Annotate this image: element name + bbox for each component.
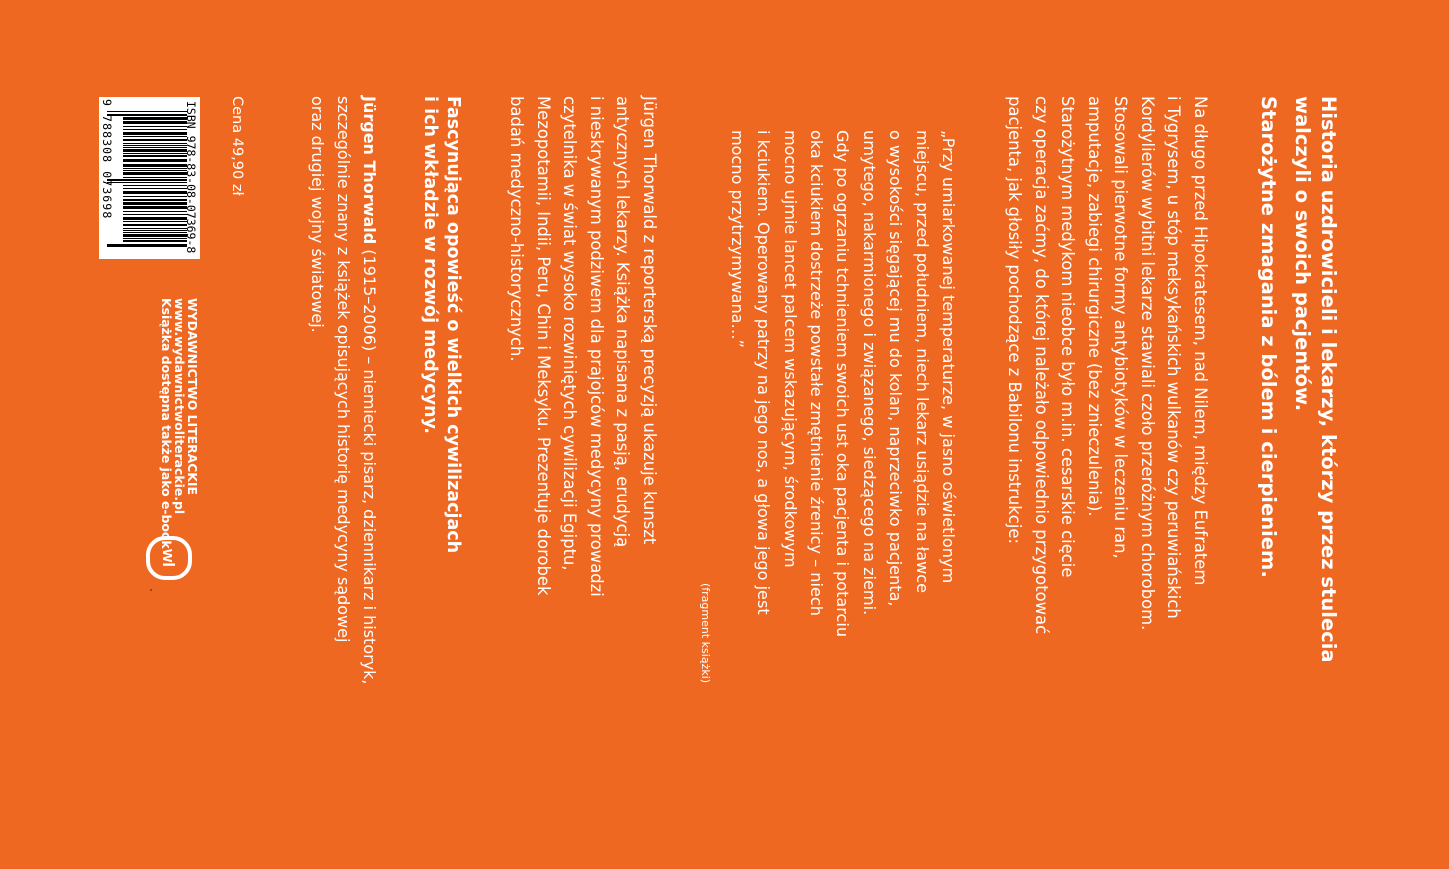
barcode-bar xyxy=(123,217,187,220)
barcode-bar xyxy=(123,206,187,209)
barcode-bar xyxy=(123,234,187,237)
quote-line: „Przy umiarkowanej temperaturze, w jasno oświetlonym xyxy=(939,130,958,584)
barcode-bar xyxy=(123,191,187,194)
intro-paragraph xyxy=(1001,96,1213,634)
quote-line: i kciukiem. Operowany patrzy na jego nos, a głowa jego jest xyxy=(754,130,774,615)
barcode-bar xyxy=(123,168,187,169)
description-line: Mezopotamii, Indii, Peru, Chin i Meksyku. Prezentuje dorobek xyxy=(534,96,553,596)
barcode-bar xyxy=(123,136,187,137)
headline-subtitle: Starożytne zmagania z bólem i cierpieniem. xyxy=(1257,96,1280,578)
barcode-bar xyxy=(123,172,187,175)
ebook-note: Książka dostępna także jako e-book xyxy=(159,298,174,549)
publisher-name: WYDAWNICTWO LITERACKIE xyxy=(185,298,200,495)
barcode-bar xyxy=(123,228,187,229)
price: Cena 49,90 zł xyxy=(229,96,245,196)
description-line: badań medyczno-historycznych. xyxy=(507,96,527,362)
isbn-digits: 9 788308 073698 xyxy=(100,99,114,220)
headline xyxy=(1255,96,1341,663)
barcode-bar xyxy=(123,196,187,197)
author-name: Jürgen Thorwald xyxy=(360,96,379,245)
quote-line: umytego, nakarmionego i związanego, siedzącego na ziemi. xyxy=(859,130,879,616)
description-line: czytelnika w świat wysoko rozwiniętych cywilizacji Egiptu, xyxy=(560,96,580,571)
barcode-bar xyxy=(123,240,187,242)
barcode-bar xyxy=(123,224,187,226)
barcode-bar xyxy=(107,179,187,181)
barcode-bar xyxy=(123,238,187,239)
promo-line: Fascynująca opowieść o wielkich cywilizacjach xyxy=(443,96,463,554)
intro-line: pacjenta, jak głosiły pochodzące z Babilonu instrukcje: xyxy=(1005,96,1025,544)
headline-line: walczyli o swoich pacjentów. xyxy=(1291,96,1314,412)
barcode-bar xyxy=(123,132,187,135)
barcode-bar xyxy=(123,232,187,233)
bio-line: szczególnie znany z książek opisujących historię medycyny sądowej xyxy=(334,96,353,643)
intro-line: czy operacja zaćmy, do której należało odpowiednio przygotować xyxy=(1032,96,1051,635)
barcode-bar xyxy=(123,129,187,130)
barcode-bar xyxy=(107,111,187,112)
intro-line: amputacje, zabiegi chirurgiczne (bez znieczulenia). xyxy=(1085,96,1104,517)
intro-line: i Tygrysem, u stóp meksykańskich wulkanów czy peruwiańskich xyxy=(1164,96,1184,619)
quote-line: miejscu, przed południem, niech lekarz usiądzie na ławce xyxy=(912,130,932,594)
decorative-dot xyxy=(150,589,152,591)
barcode-bar xyxy=(123,230,187,231)
barcode-bar xyxy=(123,214,187,215)
headline-line: Historia uzdrowicieli i lekarzy, którzy przez stulecia xyxy=(1317,96,1340,663)
barcode-bar xyxy=(123,145,187,146)
barcode-bar xyxy=(123,121,187,124)
description-line: i nieskrywanym podziwem dla prajojców medycyny prowadzi xyxy=(587,96,606,597)
quote-source: (fragment książki) xyxy=(699,583,712,684)
intro-line: Kordylierów wybitni lekarze stawiali czoło przeróżnym chorobom. xyxy=(1138,96,1157,631)
barcode-bar xyxy=(107,244,187,247)
barcode-bar xyxy=(123,143,187,144)
barcode-bar xyxy=(123,117,187,120)
wl-logo-icon xyxy=(145,535,193,581)
intro-line: Starożytnym medykom nieobce było m.in. cesarskie cięcie xyxy=(1058,96,1078,578)
description-line: Jürgen Thorwald z reporterską precyzją ukazuje kunszt xyxy=(640,96,659,545)
promo-line: i ich wkładzie w rozwój medycyny. xyxy=(420,96,440,434)
author-bio xyxy=(304,96,382,685)
publisher-url: www.wydawnictwoliterackie.pl xyxy=(172,298,187,515)
bio-line xyxy=(356,96,382,685)
barcode xyxy=(99,97,200,259)
svg-text:wl: wl xyxy=(159,549,178,567)
bio-text: (1915–2006) – niemiecki pisarz, dziennikarz i historyk, xyxy=(360,244,379,685)
isbn-label: ISBN 978-83-08-07369-8 xyxy=(184,101,198,254)
barcode-bar xyxy=(123,202,187,205)
barcode-bar xyxy=(123,177,187,178)
promo-text xyxy=(418,96,464,553)
barcode-bar xyxy=(123,149,187,152)
barcode-bar xyxy=(123,188,187,189)
barcode-bar xyxy=(123,199,187,201)
quote-line: Gdy po ogrzaniu tchnieniem swoich ust oka pacjenta i potarciu xyxy=(833,130,853,638)
quote-line: o wysokości sięgającej mu do kolan, naprzeciwko pacjenta, xyxy=(886,130,906,607)
barcode-bar xyxy=(107,114,187,116)
barcode-bar xyxy=(123,164,187,167)
intro-line: Na długo przed Hipokratesem, nad Nilem, między Eufratem xyxy=(1191,96,1210,586)
barcode-bar xyxy=(123,159,187,162)
barcode-bar xyxy=(123,221,187,222)
quote-line: mocno ujmie lancet palcem wskazującym, środkowym xyxy=(780,130,800,568)
barcode-bar xyxy=(123,185,187,186)
barcode-bar xyxy=(107,182,187,183)
bio-line: oraz drugiej wojny światowej. xyxy=(308,96,327,333)
barcode-bar xyxy=(123,155,187,157)
quote-block xyxy=(723,130,961,637)
publisher-info xyxy=(160,298,199,549)
quote-line: mocno przytrzymywana…” xyxy=(727,130,747,348)
barcode-bar xyxy=(123,211,187,212)
barcode-bar xyxy=(123,147,187,148)
barcode-bar xyxy=(123,126,187,127)
barcode-bar xyxy=(123,153,187,154)
description-line: antycznych lekarzy. Książka napisana z pasją, erudycją xyxy=(613,96,633,548)
intro-line: Stosowali pierwotne formy antybiotyków w leczeniu ran, xyxy=(1111,96,1131,559)
barcode-bar xyxy=(123,139,187,141)
quote-line: oka kciukiem dostrzeże powstałe zmętnienie źrenicy – niech xyxy=(806,130,826,616)
barcode-bar xyxy=(123,170,187,171)
description-paragraph xyxy=(503,96,662,597)
